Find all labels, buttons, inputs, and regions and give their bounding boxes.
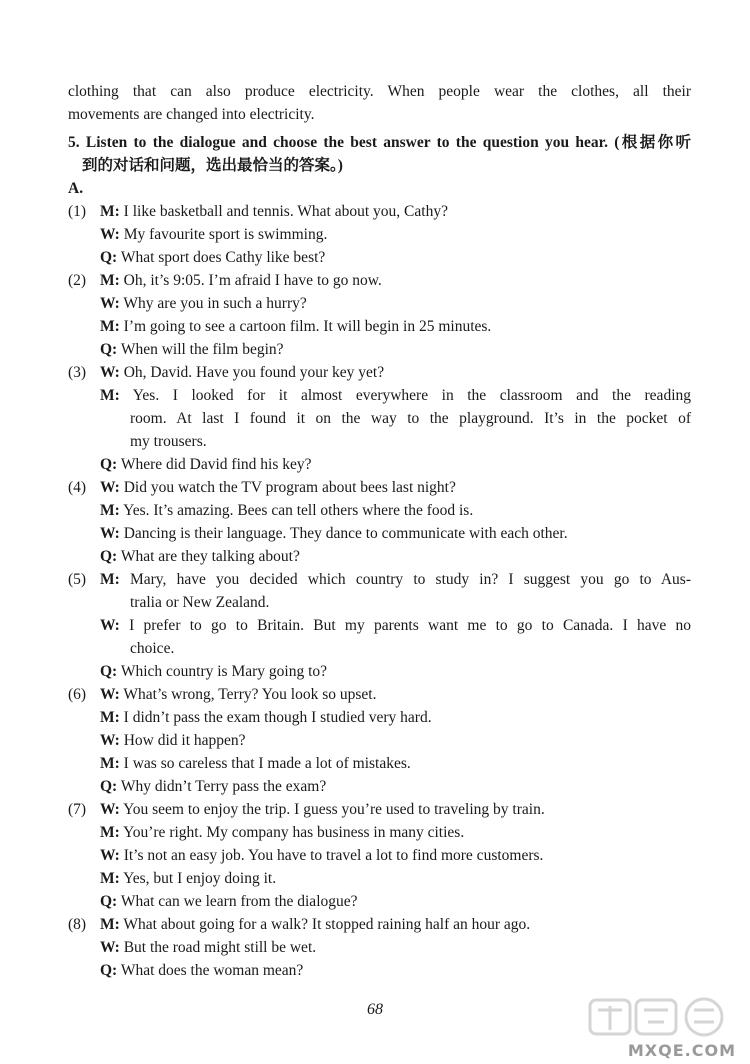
speaker-label: M:: [100, 387, 120, 404]
dialogue-number: (6): [68, 686, 87, 703]
dialogue-line: [68, 545, 691, 568]
dialogue-number: (7): [68, 801, 87, 818]
dialogue-text: Yes. It’s amazing. Bees can tell others where the food is.: [119, 502, 474, 519]
dialogue-text: Did you watch the TV program about bees last night?: [119, 479, 456, 496]
dialogue-line: [68, 798, 691, 821]
dialogue-line: [68, 936, 691, 959]
dialogue-text: Why didn’t Terry pass the exam?: [117, 778, 327, 795]
dialogue-line: [68, 200, 691, 223]
dialogue-number: (2): [68, 272, 87, 289]
dialogue-text: I was so careless that I made a lot of mistakes.: [119, 755, 411, 772]
dialogue-line: [68, 660, 691, 683]
dialogue-continuation: tralia or New Zealand.: [130, 594, 270, 611]
intro-line-1: clothing that can also produce electricity. When people wear the clothes, all their: [68, 83, 691, 100]
dialogue-line: [68, 476, 691, 499]
speaker-label: W:: [100, 226, 120, 243]
dialogue-text: What sport does Cathy like best?: [117, 249, 326, 266]
section-a-heading: A.: [68, 180, 84, 197]
dialogue-text: Yes. I looked for it almost everywhere in the classroom and the reading: [119, 387, 691, 404]
question-5-line-1: 5. Listen to the dialogue and choose the best answer to the question you hear. (根据你听: [68, 134, 691, 151]
dialogue-line: [68, 775, 691, 798]
dialogue-line: [68, 959, 691, 982]
dialogue-text: I’m going to see a cartoon film. It will begin in 25 minutes.: [119, 318, 492, 335]
dialogue-line: [68, 890, 691, 913]
speaker-label: W:: [100, 617, 120, 634]
speaker-label: M:: [100, 272, 120, 289]
intro-line-2: movements are changed into electricity.: [68, 106, 315, 123]
dialogue-text: I like basketball and tennis. What about you, Cathy?: [119, 203, 448, 220]
dialogue-line: [68, 246, 691, 269]
dialogue-number: (8): [68, 916, 87, 933]
dialogue-text: Mary, have you decided which country to study in? I suggest you go to Aus-: [119, 571, 691, 588]
dialogue-line: [68, 223, 691, 246]
speaker-label: M:: [100, 870, 120, 887]
dialogue-text: It’s not an easy job. You have to travel a lot to find more customers.: [119, 847, 544, 864]
speaker-label: M:: [100, 755, 120, 772]
speaker-label: W:: [100, 732, 120, 749]
dialogue-line: [68, 683, 691, 706]
dialogue-number: (5): [68, 571, 87, 588]
dialogue-line: [68, 614, 691, 637]
watermark-text: MXQE.COM: [627, 1041, 736, 1060]
speaker-label: W:: [100, 801, 120, 818]
speaker-label: W:: [100, 364, 120, 381]
speaker-label: Q:: [100, 778, 118, 795]
speaker-label: M:: [100, 571, 120, 588]
dialogue-line: [68, 499, 691, 522]
speaker-label: M:: [100, 916, 120, 933]
dialogue-text: What are they talking about?: [117, 548, 300, 565]
dialogue-continuation: my trousers.: [130, 433, 207, 450]
dialogue-line: [68, 269, 691, 292]
dialogue-line: [68, 752, 691, 775]
speaker-label: Q:: [100, 548, 118, 565]
speaker-label: Q:: [100, 249, 118, 266]
dialogue-line: [68, 522, 691, 545]
dialogue-continuation: room. At last I found it on the way to the playground. It’s in the pocket of: [130, 410, 691, 427]
dialogue-text: When will the film begin?: [117, 341, 284, 358]
dialogue-number: (3): [68, 364, 87, 381]
dialogue-line: [68, 453, 691, 476]
speaker-label: W:: [100, 686, 120, 703]
dialogue-line: [68, 913, 691, 936]
speaker-label: Q:: [100, 456, 118, 473]
dialogue-text: Oh, it’s 9:05. I’m afraid I have to go now.: [119, 272, 382, 289]
question-5-instruction: [68, 131, 691, 177]
dialogue-line: [68, 729, 691, 752]
dialogue-line: [68, 384, 691, 407]
speaker-label: Q:: [100, 893, 118, 910]
speaker-label: W:: [100, 525, 120, 542]
speaker-label: M:: [100, 502, 120, 519]
dialogue-text: I didn’t pass the exam though I studied very hard.: [119, 709, 432, 726]
dialogue-text: Which country is Mary going to?: [117, 663, 328, 680]
dialogue-line: [68, 844, 691, 867]
speaker-label: Q:: [100, 663, 118, 680]
question-5-line-2: 到的对话和问题，选出最恰当的答案。): [82, 157, 343, 174]
dialogue-text: How did it happen?: [119, 732, 246, 749]
speaker-label: M:: [100, 318, 120, 335]
dialogue-text: Where did David find his key?: [117, 456, 312, 473]
dialogue-number: (4): [68, 479, 87, 496]
dialogue-text: Why are you in such a hurry?: [119, 295, 307, 312]
speaker-label: M:: [100, 709, 120, 726]
page-number: 68: [367, 1001, 383, 1018]
dialogue-text: But the road might still be wet.: [119, 939, 317, 956]
dialogue-continuation: choice.: [130, 640, 175, 657]
dialogue-text: My favourite sport is swimming.: [119, 226, 328, 243]
speaker-label: M:: [100, 824, 120, 841]
speaker-label: W:: [100, 847, 120, 864]
speaker-label: W:: [100, 479, 120, 496]
dialogue-line: [68, 292, 691, 315]
dialogue-text: You’re right. My company has business in many cities.: [119, 824, 465, 841]
dialogue-line: [68, 315, 691, 338]
dialogue-line: [68, 821, 691, 844]
dialogue-text: You seem to enjoy the trip. I guess you’re used to traveling by train.: [119, 801, 545, 818]
dialogue-text: What does the woman mean?: [117, 962, 304, 979]
dialogue-text: Oh, David. Have you found your key yet?: [119, 364, 385, 381]
speaker-label: M:: [100, 203, 120, 220]
speaker-label: W:: [100, 939, 120, 956]
speaker-label: Q:: [100, 341, 118, 358]
dialogue-text: Dancing is their language. They dance to communicate with each other.: [119, 525, 568, 542]
dialogue-line: [68, 361, 691, 384]
dialogue-number: (1): [68, 203, 87, 220]
dialogue-line: [68, 867, 691, 890]
dialogue-list: [68, 200, 691, 982]
dialogue-line: [68, 706, 691, 729]
dialogue-line: [68, 568, 691, 591]
dialogue-text: What about going for a walk? It stopped raining half an hour ago.: [119, 916, 531, 933]
speaker-label: W:: [100, 295, 120, 312]
dialogue-text: Yes, but I enjoy doing it.: [119, 870, 277, 887]
dialogue-text: What’s wrong, Terry? You look so upset.: [119, 686, 377, 703]
speaker-label: Q:: [100, 962, 118, 979]
intro-paragraph: [68, 80, 691, 126]
dialogue-text: I prefer to go to Britain. But my parents want me to go to Canada. I have no: [119, 617, 691, 634]
dialogue-line: [68, 338, 691, 361]
dialogue-text: What can we learn from the dialogue?: [117, 893, 358, 910]
